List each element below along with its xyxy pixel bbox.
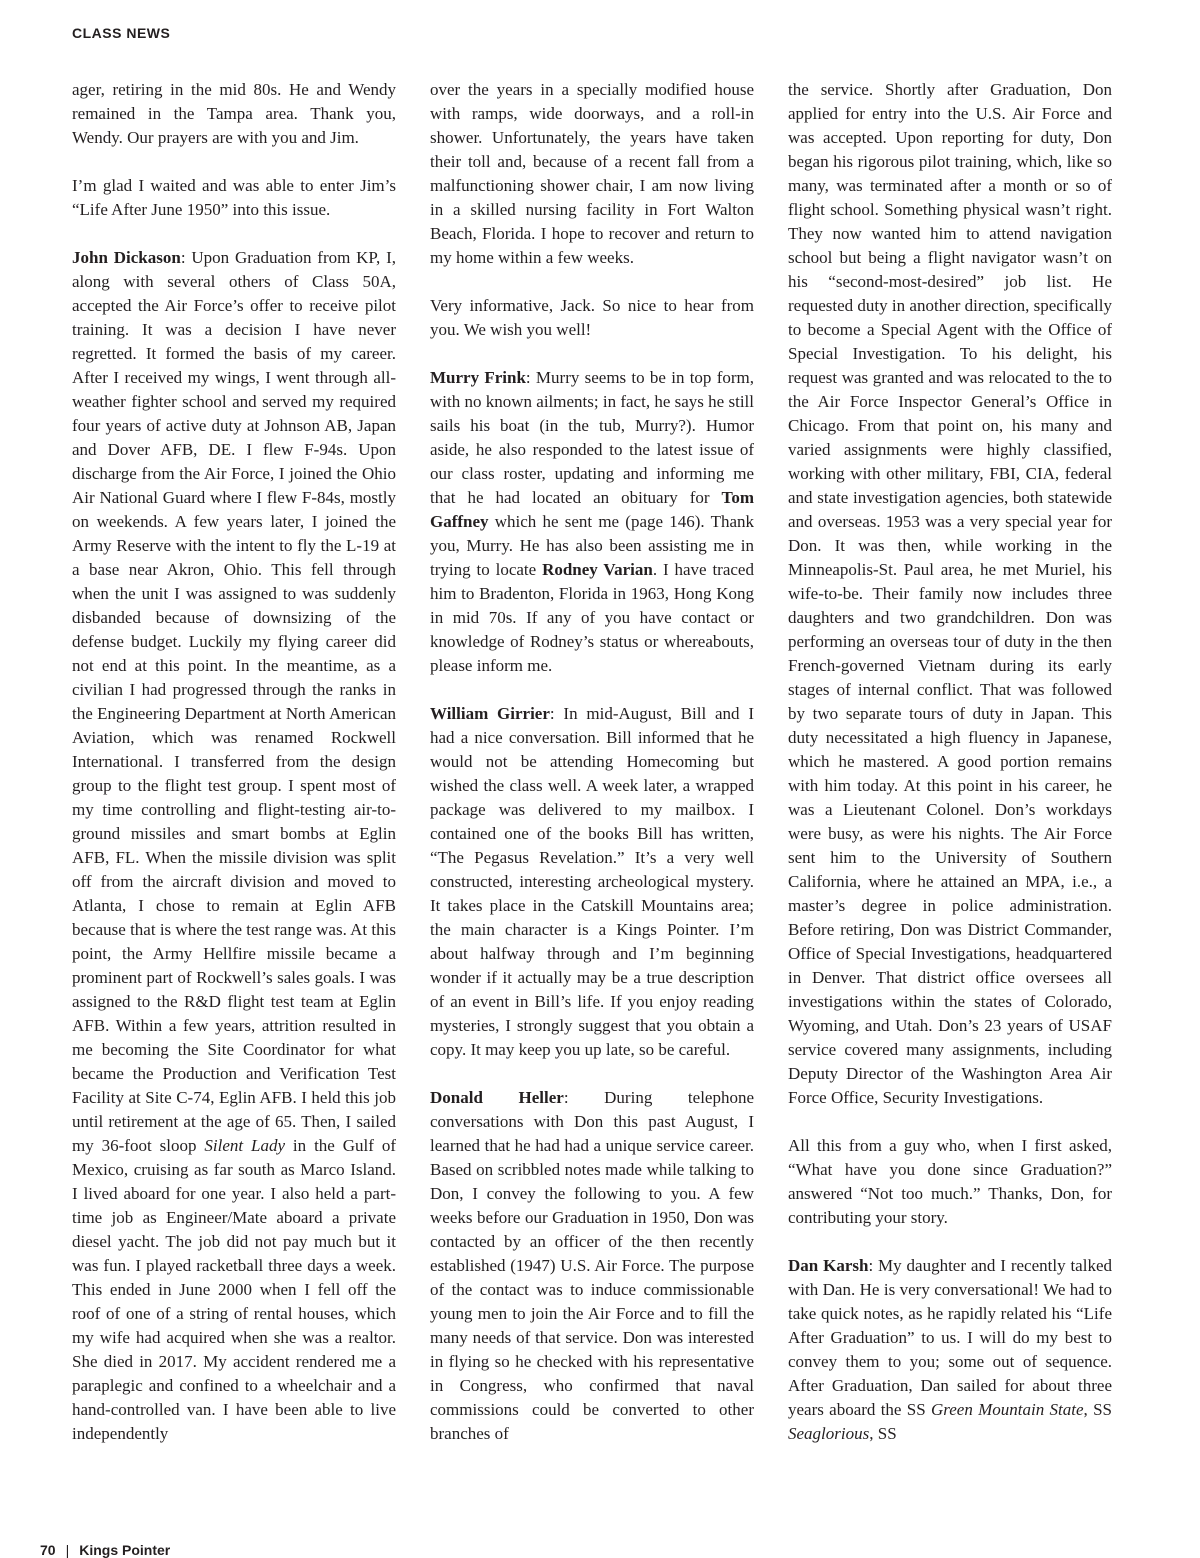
paragraph-text: : My daughter and I recently talked with Dan. He is very conversational! We had to take quick notes, as he rapidly related his “Life After Graduation” to us. I will do my best to convey them to you; some out of sequence. After Graduation, Dan sailed for about three years aboard the SS (788, 1256, 1112, 1419)
boat-name: Silent Lady (204, 1136, 286, 1155)
paragraph-text: , SS (1083, 1400, 1112, 1419)
paragraph-text: . I have traced him to Bradenton, Florida in 1963, Hong Kong in mid 70s. If any of you have contact or knowledge of Rodney’s status or whereabouts, please inform me. (430, 560, 754, 675)
classmate-name: Rodney Varian (542, 560, 653, 579)
classmate-name: John Dickason (72, 248, 181, 267)
article-column-1 (72, 78, 396, 1498)
section-header: CLASS NEWS (72, 25, 171, 41)
paragraph-dan-karsh (788, 1254, 1112, 1446)
ship-name: Green Mountain State (930, 1400, 1084, 1419)
paragraph-editor-note: All this from a guy who, when I first asked, “What have you done since Graduation?” answered “Not too much.” Thanks, Don, for contributing your story. (788, 1136, 1112, 1227)
classmate-name: William Girrier (430, 704, 550, 723)
paragraph-continuation: over the years in a specially modified house with ramps, wide doorways, and a roll-in shower. Unfortunately, the years have taken their toll and, because of a recent fall from a malfunctioning shower chair, I am now living in a skilled nursing facility in Fort Walton Beach, Florida. I hope to recover and return to my home within a few weeks. (430, 80, 754, 267)
page-number: 70 (40, 1542, 56, 1558)
paragraph-donald-heller (430, 1086, 754, 1446)
paragraph-editor-note: I’m glad I waited and was able to enter Jim’s “Life After June 1950” into this issue. (72, 176, 396, 219)
ship-name: Seaglorious (788, 1424, 870, 1443)
paragraph-editor-note: Very informative, Jack. So nice to hear from you. We wish you well! (430, 296, 754, 339)
paragraph-continuation: the service. Shortly after Graduation, Don applied for entry into the U.S. Air Force and was accepted. Upon reporting for duty, Don began his rigorous pilot training, which, like so many, was terminated after a month or so of flight school. Something physical wasn’t right. They now wanted him to attend navigation school but being a flight navigator wasn’t on his “second-most-desired” job list. He requested duty in another direction, specifically to become a Special Agent with the Office of Special Investigation. To his delight, his request was granted and was relocated to the to the Air Force Inspector General’s Office in Chicago. From that point on, his many and varied assignments were highly classified, working with other military, FBI, CIA, federal and state investigation agencies, both statewide and overseas. 1953 was a very special year for Don. It was then, while working in the Minneapolis-St. Paul area, he met Muriel, his wife-to-be. Their family now includes three daughters and two grandchildren. Don was performing an overseas tour of duty in the then French-governed Vietnam during its early stages of internal conflict. That was followed by two separate tours of duty in Japan. This duty necessitated a high fluency in Japanese, which he mastered. A good portion remains with him today. At this point in his career, he was a Lieutenant Colonel. Don’s workdays were busy, as were his nights. The Air Force sent him to the University of Southern California, where he attained an MPA, i.e., a master’s degree in police administration. Before retiring, Don was District Commander, Office of Special Investigations, headquartered in Denver. That district office oversees all investigations within the states of Colorado, Wyoming, and Utah. Don’s 23 years of USAF service covered many assignments, including Deputy Director of the Washington Area Air Force Office, Security Investigations. (788, 80, 1112, 1107)
paragraph-text: , SS (869, 1424, 897, 1443)
footer-separator: | (65, 1542, 70, 1558)
classmate-name: Donald Heller (430, 1088, 564, 1107)
paragraph-text: in the Gulf of Mexico, cruising as far south as Marco Island. I lived aboard for one year. I also held a part-time job as Engineer/Mate aboard a private diesel yacht. The job did not pay much but it was fun. I played racketball three days a week. This ended in June 2000 when I fell off the roof of one of a string of rental houses, which my wife had acquired when she was a realtor. She died in 2017. My accident rendered me a paraplegic and confined to a wheelchair and a hand-controlled van. I have been able to live independently (72, 1136, 396, 1443)
paragraph-text: : Upon Graduation from KP, I, along with several others of Class 50A, accepted the Air Force’s offer to receive pilot training. It was a decision I have never regretted. It formed the basis of my career. After I received my wings, I went through all-weather fighter school and served my required four years of active duty at Johnson AB, Japan and Dover AFB, DE. I flew F-94s. Upon discharge from the Air Force, I joined the Ohio Air National Guard where I flew F-84s, mostly on weekends. A few years later, I joined the Army Reserve with the intent to fly the L-19 at a base near Akron, Ohio. This fell through when the unit I was assigned to was suddenly disbanded because of downsizing of the defense budget. Luckily my flying career did not end at this point. In the meantime, as a civilian I had progressed through the ranks in the Engineering Department at North American Aviation, which was renamed Rockwell International. I transferred from the design group to the flight test group. I spent most of my time controlling and flight-testing air-to-ground missiles and smart bombs at Eglin AFB, FL. When the missile division was split off from the aircraft division and moved to Atlanta, I chose to remain at Eglin AFB because that is where the test range was. At this point, the Army Hellfire missile became a prominent part of Rockwell’s sales goals. I was assigned to the R&D flight test team at Eglin AFB. Within a few years, attrition resulted in me becoming the Site Coordinator for what became the Production and Verification Test Facility at Site C-74, Eglin AFB. I held this job until retirement at the age of 65. Then, I sailed my 36-foot sloop (72, 248, 396, 1155)
paragraph-murry-frink (430, 366, 754, 678)
page-footer (40, 1542, 170, 1558)
paragraph-william-girrier (430, 702, 754, 1062)
paragraph-text: : During telephone conversations with Don this past August, I learned that he had had a unique service career. Based on scribbled notes made while talking to Don, I convey the following to you. A few weeks before our Graduation in 1950, Don was contacted by an officer of the then recently established (1947) U.S. Air Force. The purpose of the contact was to induce commissionable young men to join the Air Force and to fill the many needs of that service. Don was interested in flying so he checked with his representative in Congress, who confirmed that naval commissions could be converted to other branches of (430, 1088, 754, 1443)
article-column-2 (430, 78, 754, 1498)
paragraph-text: : Murry seems to be in top form, with no known ailments; in fact, he says he still sails his boat (in the tub, Murry?). Humor aside, he also responded to the latest issue of our class roster, updating and informing me that he had located an obituary for (430, 368, 754, 507)
paragraph-continuation: ager, retiring in the mid 80s. He and Wendy remained in the Tampa area. Thank you, Wendy. Our prayers are with you and Jim. (72, 80, 396, 147)
paragraph-text: : In mid-August, Bill and I had a nice conversation. Bill informed that he would not be attending Homecoming but wished the class well. A week later, a wrapped package was delivered to my mailbox. I contained one of the books Bill has written, “The Pegasus Revelation.” It’s a very well constructed, interesting archeological mystery. It takes place in the Catskill Mountains area; the main character is a Kings Pointer. I’m about halfway through and I’m beginning wonder if it actually may be a true description of an event in Bill’s life. If you enjoy reading mysteries, I strongly suggest that you obtain a copy. It may keep you up late, so be careful. (430, 704, 754, 1059)
article-column-3 (788, 78, 1112, 1498)
classmate-name: Murry Frink (430, 368, 526, 387)
publication-name: Kings Pointer (79, 1542, 171, 1558)
paragraph-text: which he sent me (page 146). Thank you, Murry. He has also been assisting me in trying to locate (430, 512, 754, 579)
classmate-name: Dan Karsh (788, 1256, 869, 1275)
classmate-name: Tom Gaffney (430, 488, 754, 531)
paragraph-john-dickason (72, 246, 396, 1446)
